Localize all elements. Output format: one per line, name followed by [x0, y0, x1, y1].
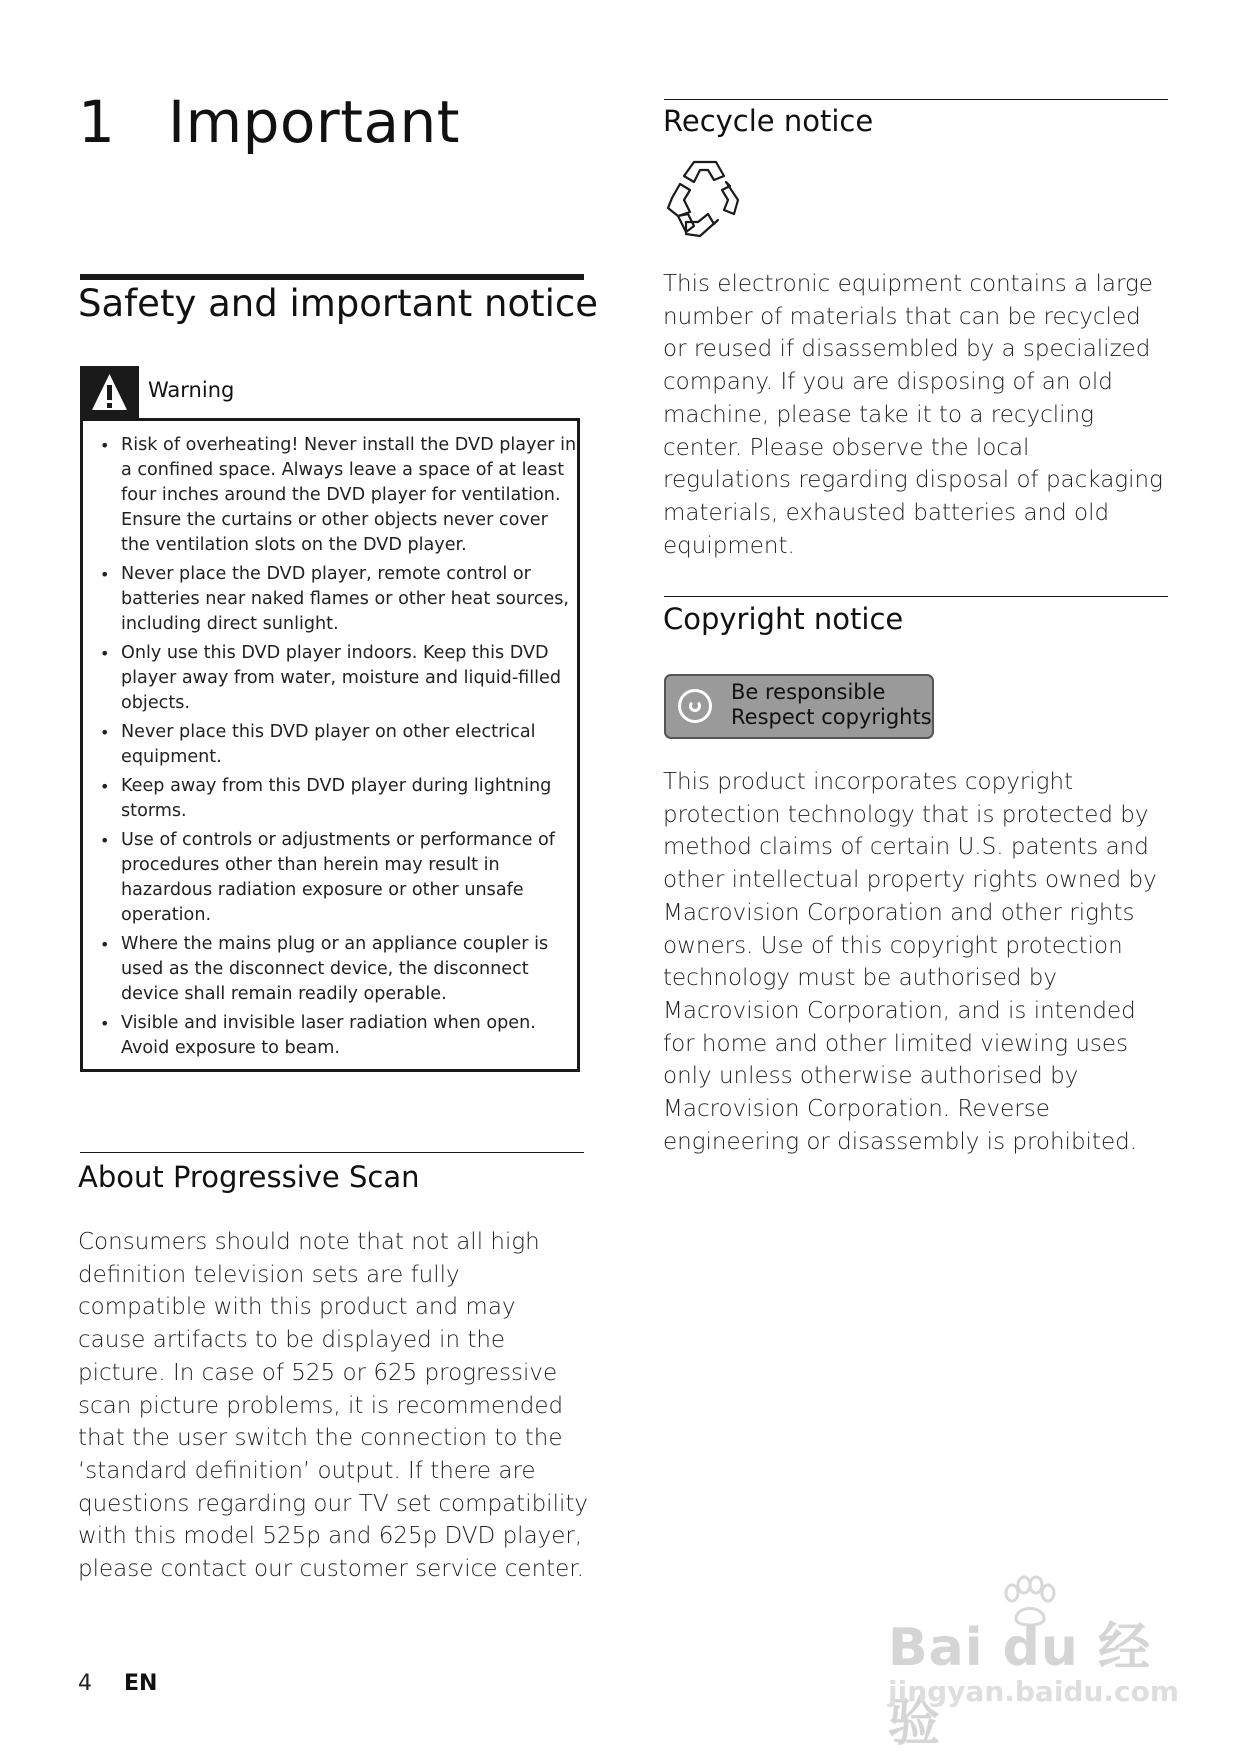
- copyright-badge: [664, 674, 934, 739]
- warning-box: [80, 418, 580, 1072]
- warning-label: Warning: [148, 378, 235, 402]
- section-rule: [80, 1152, 584, 1153]
- warning-item: • Use of controls or adjustments or performance of procedures other than herein may result in hazardous radiation exposure or other unsafe operation.: [97, 828, 577, 928]
- section-rule: [664, 99, 1168, 100]
- warning-triangle-icon: [80, 366, 139, 418]
- baidu-watermark: [880, 1575, 1180, 1753]
- section-rule: [664, 596, 1168, 597]
- warning-list: [97, 433, 577, 1065]
- watermark-main: Bai du 经验: [888, 1618, 1151, 1753]
- warning-item: • Keep away from this DVD player during lightning storms.: [97, 774, 577, 824]
- copyright-body: This product incorporates copyright protection technology that is protected by method claims of certain U.S. patents and other intellectual property rights owned by Macrovision Corporation and other rights owners. Use of this copyright protection technology must be authorised by Macrovision Corporation, and is intended for home and other limited viewing uses only unless otherwise authorised by Macrovision Corporation. Reverse engineering or disassembly is prohibited.: [663, 769, 1157, 1155]
- warning-item: • Risk of overheating! Never install the DVD player in a confined space. Always leave a space of at least four inches around the DVD player for ventilation. Ensure the curtains or other objects never cover the ventilation slots on the DVD player.: [97, 433, 577, 558]
- recycle-body: This electronic equipment contains a large number of materials that can be recycled or reused if disassembled by a specialized company. If you are disposing of an old machine, please take it to a recycling center. Please observe the local regulations regarding disposal of packaging materials, exhausted batteries and old equipment.: [663, 271, 1163, 559]
- recycle-heading: Recycle notice: [663, 104, 874, 138]
- badge-line-2: Respect copyrights: [731, 705, 932, 729]
- chapter-title: [78, 88, 460, 156]
- warning-item: • Only use this DVD player indoors. Keep this DVD player away from water, moisture and liquid-filled objects.: [97, 641, 577, 716]
- chapter-title-text: Important: [168, 88, 461, 156]
- page-number: 4: [78, 1671, 92, 1696]
- chapter-number: 1: [78, 88, 116, 156]
- progressive-body: Consumers should note that not all high definition television sets are fully compatible with this product and may cause artifacts to be displayed in the picture. In case of 525 or 625 progressive scan picture problems, it is recommended that the user switch the connection to the ‘standard definition’ output. If there are questions regarding our TV set compatibility with this model 525p and 625p DVD player, please contact our customer service center.: [78, 1229, 588, 1583]
- progressive-heading: About Progressive Scan: [78, 1160, 420, 1194]
- warning-item: • Never place the DVD player, remote control or batteries near naked flames or other heat sources, including direct sunlight.: [97, 562, 577, 637]
- watermark-sub: jingyan.baidu.com: [888, 1675, 1180, 1708]
- safety-heading: Safety and important notice: [78, 282, 599, 325]
- copyright-heading: Copyright notice: [663, 602, 904, 636]
- section-rule-thick: [80, 274, 584, 280]
- language-code: EN: [124, 1671, 158, 1696]
- warning-item: • Never place this DVD player on other electrical equipment.: [97, 720, 577, 770]
- copyright-smile-icon: [678, 689, 712, 723]
- recycle-icon: [664, 156, 750, 242]
- warning-item: • Where the mains plug or an appliance coupler is used as the disconnect device, the disconnect device shall remain readily operable.: [97, 932, 577, 1007]
- warning-icon-tab: [80, 366, 139, 418]
- warning-item: • Visible and invisible laser radiation when open. Avoid exposure to beam.: [97, 1011, 577, 1061]
- badge-line-1: Be responsible: [731, 680, 886, 704]
